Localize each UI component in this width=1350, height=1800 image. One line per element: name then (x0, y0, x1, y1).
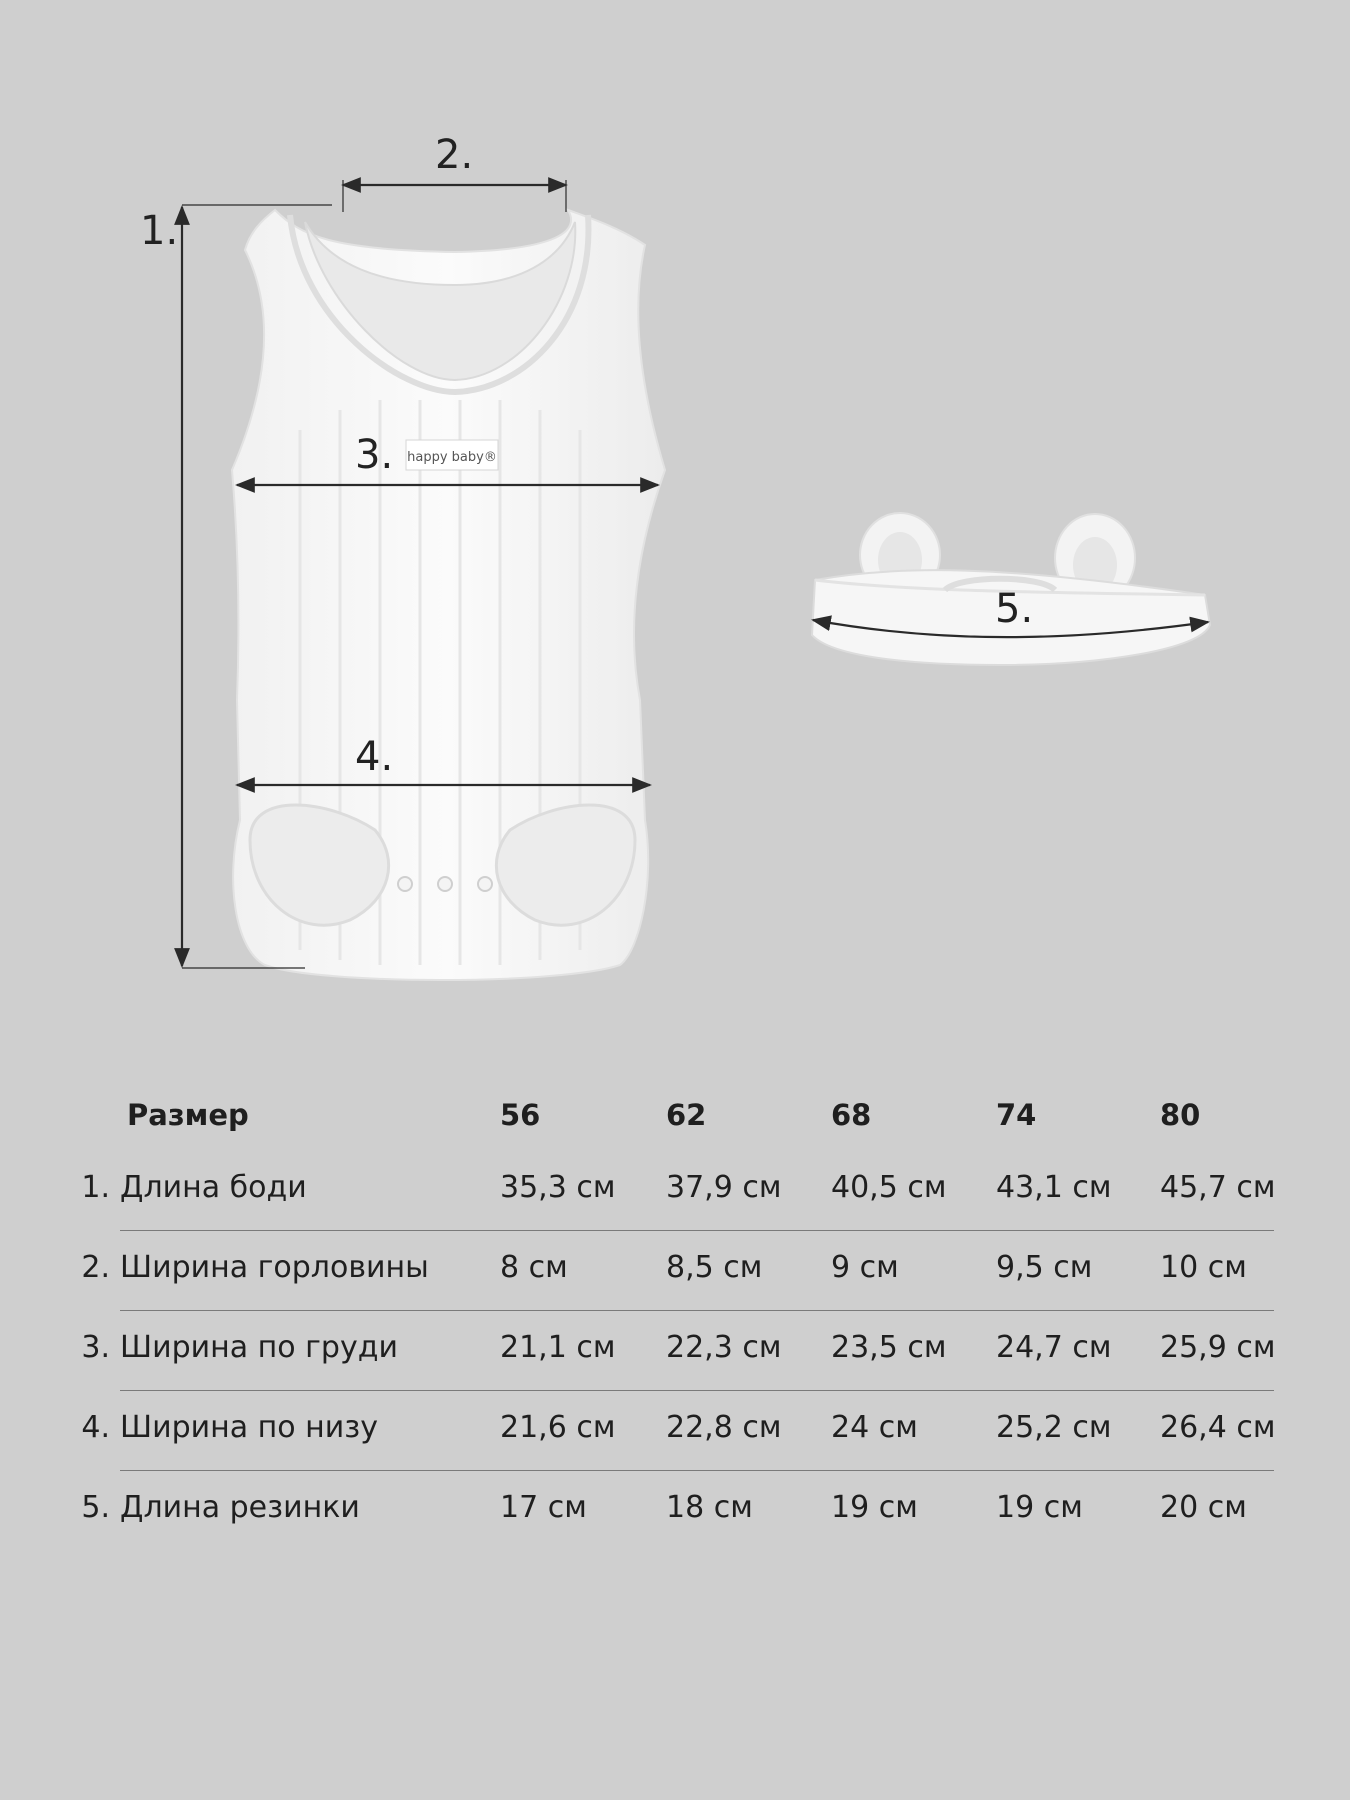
dimension-label-1: 1. (140, 208, 179, 254)
row-value: 25,9 см (1160, 1330, 1276, 1365)
row-value: 45,7 см (1160, 1170, 1276, 1205)
brand-tag-text: happy baby® (407, 450, 497, 465)
size-col-56: 56 (500, 1098, 541, 1132)
row-value: 35,3 см (500, 1170, 616, 1205)
row-value: 21,6 см (500, 1410, 616, 1445)
row-divider (120, 1390, 1274, 1391)
row-value: 25,2 см (996, 1410, 1112, 1445)
row-value: 37,9 см (666, 1170, 782, 1205)
row-value: 20 см (1160, 1490, 1247, 1525)
row-label: Ширина по груди (120, 1330, 398, 1365)
row-value: 23,5 см (831, 1330, 947, 1365)
row-value: 19 см (996, 1490, 1083, 1525)
table-row (0, 1158, 1350, 1218)
row-value: 22,8 см (666, 1410, 782, 1445)
size-col-62: 62 (666, 1098, 707, 1132)
row-number: 3. (81, 1330, 110, 1365)
row-value: 24 см (831, 1410, 918, 1445)
brand-tag (406, 440, 498, 470)
row-number: 2. (81, 1250, 110, 1285)
table-row (0, 1238, 1350, 1298)
row-value: 19 см (831, 1490, 918, 1525)
bodysuit-image (232, 210, 665, 980)
table-row (0, 1478, 1350, 1538)
row-label: Длина резинки (120, 1490, 360, 1525)
row-value: 40,5 см (831, 1170, 947, 1205)
row-value: 9,5 см (996, 1250, 1093, 1285)
row-value: 22,3 см (666, 1330, 782, 1365)
row-divider (120, 1310, 1274, 1311)
dimension-label-3: 3. (355, 432, 394, 478)
row-value: 18 см (666, 1490, 753, 1525)
size-col-74: 74 (996, 1098, 1037, 1132)
row-value: 17 см (500, 1490, 587, 1525)
row-value: 9 см (831, 1250, 899, 1285)
table-row (0, 1398, 1350, 1458)
row-divider (120, 1470, 1274, 1471)
row-label: Длина боди (120, 1170, 307, 1205)
dimension-label-5: 5. (995, 586, 1034, 632)
row-value: 8 см (500, 1250, 568, 1285)
row-number: 1. (81, 1170, 110, 1205)
row-value: 8,5 см (666, 1250, 763, 1285)
row-value: 24,7 см (996, 1330, 1112, 1365)
row-number: 5. (81, 1490, 110, 1525)
table-row (0, 1318, 1350, 1378)
dimension-label-2: 2. (435, 132, 474, 178)
row-label: Ширина по низу (120, 1410, 378, 1445)
row-label: Ширина горловины (120, 1250, 429, 1285)
size-col-68: 68 (831, 1098, 872, 1132)
row-value: 43,1 см (996, 1170, 1112, 1205)
size-header-label: Размер (127, 1098, 249, 1132)
row-value: 21,1 см (500, 1330, 616, 1365)
row-value: 10 см (1160, 1250, 1247, 1285)
row-value: 26,4 см (1160, 1410, 1276, 1445)
size-col-80: 80 (1160, 1098, 1201, 1132)
table-header-row (0, 1085, 1350, 1145)
row-divider (120, 1230, 1274, 1231)
row-number: 4. (81, 1410, 110, 1445)
dimension-label-4: 4. (355, 734, 394, 780)
